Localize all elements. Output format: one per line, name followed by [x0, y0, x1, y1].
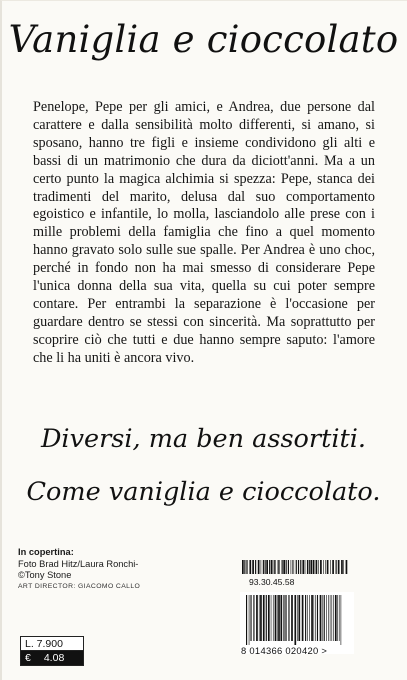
- barcode-bar: [260, 595, 262, 641]
- book-blurb: Penelope, Pepe per gli amici, e Andrea, due persone dal carattere e dalla sensibilità molto differenti, si amano, si sposano, hanno tre figli e insieme condividono gli alti e bassi di un matrimonio che dura da diciott'anni. Ma a un certo punto la magica alchimia si spezza: Pepe, stanca dei tradimenti del marito, delusa dal suo comportamento egoistico e infantile, lo molla, lasciandolo alle prese con i mille problemi della famiglia che fino a quel momento hanno gravato solo sulle sue spalle. Per Andrea è uno choc, perché in fondo non ha mai smesso di considerare Pepe l'unica donna della sua vita, quella su cui poter sempre contare. Per entrambi la separazione è l'occasione per guardare dentro se stessi con sincerità. Ma soprattutto per scoprire ciò che tutti e due hanno sempre saputo: l'amore che li ha uniti è ancora vivo.: [33, 99, 375, 366]
- tagline-first: Diversi, ma ben assortiti.: [40, 424, 366, 454]
- barcode-bar: [242, 560, 244, 574]
- barcode-bar: [277, 595, 278, 641]
- barcode-bar: [313, 560, 315, 574]
- barcode-bar: [300, 560, 301, 574]
- barcode-bar: [284, 595, 285, 641]
- photo-credit-line-2: ©Tony Stone: [18, 570, 72, 580]
- barcode-bar: [263, 560, 264, 574]
- barcode-bar: [280, 595, 282, 641]
- barcode-bar: [278, 595, 280, 641]
- barcode-bar: [305, 560, 306, 574]
- barcode-bar: [291, 595, 293, 641]
- barcode-bar: [296, 560, 297, 574]
- barcode-bar: [271, 595, 272, 641]
- barcode-bar: [332, 595, 333, 641]
- barcode-bar: [320, 595, 322, 641]
- barcode-bar: [258, 560, 260, 574]
- internal-code-number: 93.30.45.58: [249, 577, 295, 587]
- barcode-bar: [343, 560, 344, 574]
- barcode-bar: [282, 560, 283, 574]
- barcode-bar: [326, 595, 327, 641]
- barcode-bar: [298, 560, 299, 574]
- art-director-credit: ART DIRECTOR: GIACOMO CALLO: [18, 583, 141, 590]
- barcode-bar: [265, 560, 266, 574]
- barcode-bar: [330, 595, 331, 641]
- barcode-bar: [283, 595, 284, 641]
- barcode-bar: [261, 560, 262, 574]
- barcode-bar: [271, 560, 273, 574]
- barcode-bar: [251, 595, 252, 641]
- barcode-bar: [320, 560, 322, 574]
- barcode-bar: [297, 595, 298, 641]
- barcode-bar: [309, 560, 310, 574]
- barcode-bar: [250, 595, 251, 641]
- barcode-bar: [332, 560, 334, 574]
- barcode-bar: [307, 595, 308, 641]
- book-title: Vaniglia e cioccolato: [8, 18, 399, 61]
- barcode-bar: [322, 595, 323, 641]
- barcode-bar: [269, 560, 270, 574]
- barcode-bar: [335, 595, 337, 641]
- barcode-bar: [327, 560, 329, 574]
- barcode-bar: [249, 595, 250, 645]
- barcode-bar: [294, 560, 295, 574]
- barcode-bar: [244, 560, 245, 574]
- barcode-bar: [311, 595, 313, 641]
- barcode-bar: [302, 595, 304, 641]
- euro-value: 4.08: [43, 652, 65, 664]
- price-lire: L. 7.900: [21, 637, 83, 651]
- barcode-bar: [341, 560, 343, 574]
- barcode-bar: [275, 560, 276, 574]
- barcode-bar: [275, 595, 277, 641]
- barcode-bar: [337, 595, 338, 641]
- tagline-second: Come vaniglia e cioccolato.: [26, 477, 381, 507]
- barcode-bar: [268, 595, 270, 641]
- cover-credits: [18, 547, 138, 582]
- barcode-bar: [283, 560, 285, 574]
- barcode-bar: [330, 560, 331, 574]
- barcode-bar: [279, 560, 280, 574]
- barcode-bar: [253, 595, 254, 641]
- barcode-bar: [286, 560, 287, 574]
- barcode-bar: [273, 595, 274, 641]
- barcode-bar: [338, 560, 340, 574]
- barcode-bar: [263, 595, 265, 641]
- barcode-bar: [325, 560, 326, 574]
- barcode-bar: [256, 595, 258, 641]
- credits-heading: In copertina:: [18, 547, 74, 557]
- barcode-bar: [333, 595, 334, 641]
- euro-symbol: €: [25, 652, 31, 664]
- barcode-bar: [255, 560, 256, 574]
- price-box: [20, 636, 84, 666]
- price-euro: [21, 651, 83, 665]
- barcode-bar: [274, 560, 275, 574]
- barcode-bar: [314, 595, 315, 641]
- barcode-bar: [294, 595, 296, 645]
- barcode-bar: [246, 560, 247, 574]
- barcode-bar: [252, 560, 254, 574]
- barcode-bar: [292, 560, 293, 574]
- photo-credit-line-1: Foto Brad Hitz/Laura Ronchi-: [18, 558, 139, 569]
- barcode-bar: [247, 560, 248, 574]
- barcode-bar: [339, 595, 340, 641]
- barcode-bar: [266, 595, 267, 641]
- ean-barcode: [246, 595, 343, 645]
- barcode-bar: [298, 595, 300, 641]
- barcode-bar: [246, 595, 247, 645]
- barcode-bar: [336, 560, 337, 574]
- barcode-bar: [307, 560, 308, 574]
- barcode-bar: [288, 560, 289, 574]
- barcode-bar: [286, 595, 287, 641]
- barcode-bar: [305, 595, 306, 641]
- internal-barcode: [242, 560, 348, 574]
- ean-number: 8 014366 020420 >: [241, 645, 328, 656]
- barcode-bar: [249, 560, 251, 574]
- barcode-bar: [302, 560, 304, 574]
- barcode-bar: [318, 560, 319, 574]
- barcode-bar: [328, 595, 329, 641]
- barcode-bar: [278, 560, 279, 574]
- barcode-bar: [315, 595, 316, 641]
- barcode-bar: [323, 560, 324, 574]
- barcode-bar: [310, 560, 312, 574]
- barcode-bar: [291, 560, 292, 574]
- barcode-bar: [309, 595, 310, 641]
- barcode-bar: [266, 560, 268, 574]
- barcode-bar: [316, 560, 318, 574]
- barcode-bar: [346, 560, 348, 574]
- barcode-bar: [259, 595, 260, 641]
- barcode-bar: [341, 595, 342, 645]
- barcode-bar: [324, 595, 325, 641]
- barcode-bar: [288, 595, 289, 641]
- barcode-bar: [317, 595, 318, 641]
